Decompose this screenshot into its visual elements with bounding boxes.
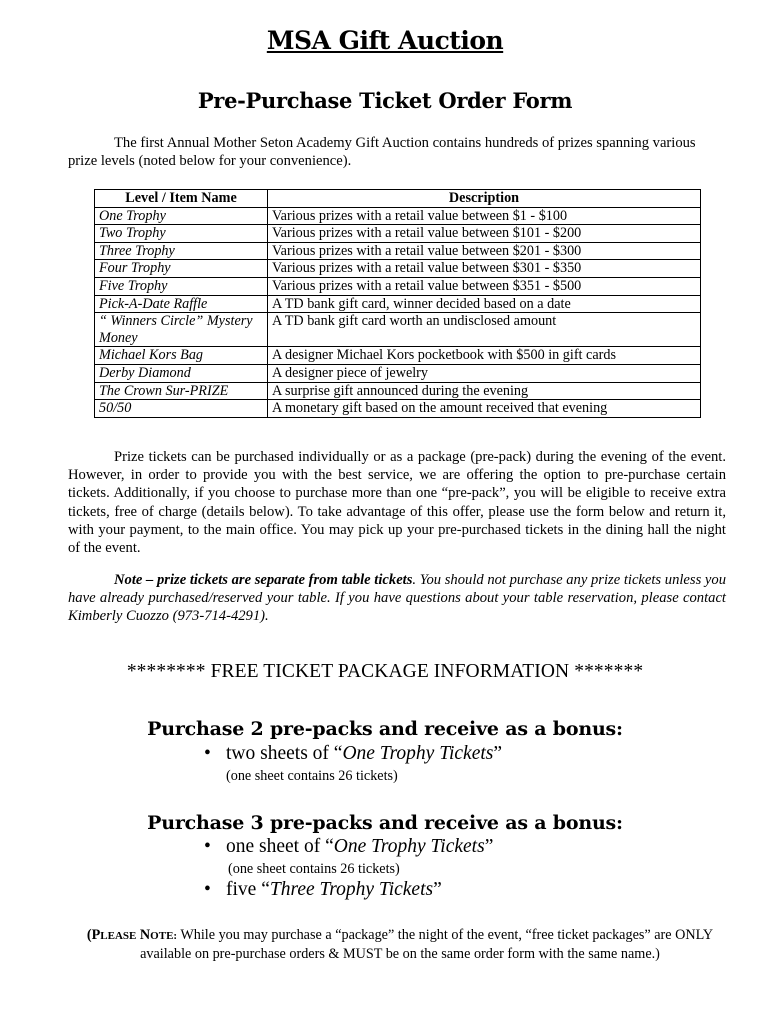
level-description: A TD bank gift card worth an undisclosed amount [268, 313, 701, 347]
note-text: . You should not purchase any prize tickets unless you have already purchased/reserved your table. If you have questions about your table reservation, please contact Kimberly Cuozzo (973-714-4291). [68, 572, 726, 625]
bullet-icon: • [204, 743, 211, 764]
note-paragraph [68, 571, 726, 626]
level-name: Two Trophy [95, 225, 268, 243]
package2-item-1: One Trophy Tickets [333, 836, 485, 857]
package1-bullet: • two sheets of “One Trophy Tickets” [204, 743, 503, 764]
level-description: Various prizes with a retail value between $1 - $100 [268, 207, 701, 225]
table-row [95, 382, 701, 400]
level-name: 50/50 [95, 400, 268, 418]
package1-item: One Trophy Tickets [342, 743, 494, 764]
column-header-description: Description [268, 190, 701, 208]
please-note-paragraph: (PLEASE NOTE: While you may purchase a “package” the night of the event, “free ticket packages” are ONLY available on pre-purchase orders & MUST be on the same order form with the same name.) [86, 927, 714, 962]
please-note-text: While you may purchase a “package” the night of the event, “free ticket packages” are ONLY available on pre-purchase orders & MUST be on the same order form with the same name.) [140, 927, 714, 962]
table-row [95, 277, 701, 295]
intro-paragraph: The first Annual Mother Seton Academy Gift Auction contains hundreds of prizes spanning various prize levels (noted below for your convenience). [68, 135, 696, 170]
level-name: One Trophy [95, 207, 268, 225]
level-description: A designer piece of jewelry [268, 364, 701, 382]
column-header-level: Level / Item Name [95, 190, 268, 208]
level-description: A monetary gift based on the amount received that evening [268, 400, 701, 418]
page-subtitle: Pre-Purchase Ticket Order Form [197, 88, 573, 113]
bullet-icon: • [204, 879, 211, 900]
free-ticket-heading: ******** FREE TICKET PACKAGE INFORMATION ******* [126, 661, 644, 682]
table-row [95, 207, 701, 225]
table-header-row [95, 190, 701, 208]
prize-paragraph: Prize tickets can be purchased individually or as a package (pre-pack) during the evening of the event. However, in order to provide you with the best service, we are offering the option to pre-purchase certain tickets. Additionally, if you choose to purchase more than one “pre-pack”, you will be eligible to receive extra tickets, free of charge (details below). To take advantage of this offer, please use the form below and return it, with your payment, to the main office. You may pick up your pre-purchased tickets in the dining hall the night of the event. [68, 449, 726, 557]
level-description: Various prizes with a retail value between $101 - $200 [268, 225, 701, 243]
level-description: Various prizes with a retail value between $351 - $500 [268, 277, 701, 295]
table-row [95, 242, 701, 260]
page-title: MSA Gift Auction [266, 26, 504, 55]
package2-item-2: Three Trophy Tickets [269, 879, 434, 900]
level-name: Derby Diamond [95, 364, 268, 382]
level-name: The Crown Sur-PRIZE [95, 382, 268, 400]
package2-heading: Purchase 3 pre-packs and receive as a bonus: [147, 812, 623, 834]
package1-heading: Purchase 2 pre-packs and receive as a bonus: [147, 718, 623, 740]
package2-subnote: (one sheet contains 26 tickets) [228, 861, 400, 877]
note-bold-text: Note – prize tickets are separate from table tickets [114, 572, 413, 588]
level-description: A designer Michael Kors pocketbook with $500 in gift cards [268, 347, 701, 365]
table-row [95, 225, 701, 243]
level-name: Michael Kors Bag [95, 347, 268, 365]
package2-bullet-1: • one sheet of “One Trophy Tickets” [204, 836, 494, 857]
level-description: Various prizes with a retail value between $301 - $350 [268, 260, 701, 278]
table-row [95, 400, 701, 418]
package2-bullet-2: • five “Three Trophy Tickets” [204, 879, 442, 900]
level-name: Five Trophy [95, 277, 268, 295]
level-name: “ Winners Circle” Mystery Money [95, 313, 268, 347]
level-name: Three Trophy [95, 242, 268, 260]
level-description: Various prizes with a retail value between $201 - $300 [268, 242, 701, 260]
table-row [95, 295, 701, 313]
table-row [95, 313, 701, 347]
level-name: Pick-A-Date Raffle [95, 295, 268, 313]
table-row [95, 347, 701, 365]
bullet-icon: • [204, 836, 211, 857]
level-description: A TD bank gift card, winner decided based on a date [268, 295, 701, 313]
level-name: Four Trophy [95, 260, 268, 278]
level-description: A surprise gift announced during the evening [268, 382, 701, 400]
package1-subnote: (one sheet contains 26 tickets) [226, 768, 398, 784]
table-row [95, 260, 701, 278]
table-row [95, 364, 701, 382]
prize-levels-table [94, 189, 701, 418]
